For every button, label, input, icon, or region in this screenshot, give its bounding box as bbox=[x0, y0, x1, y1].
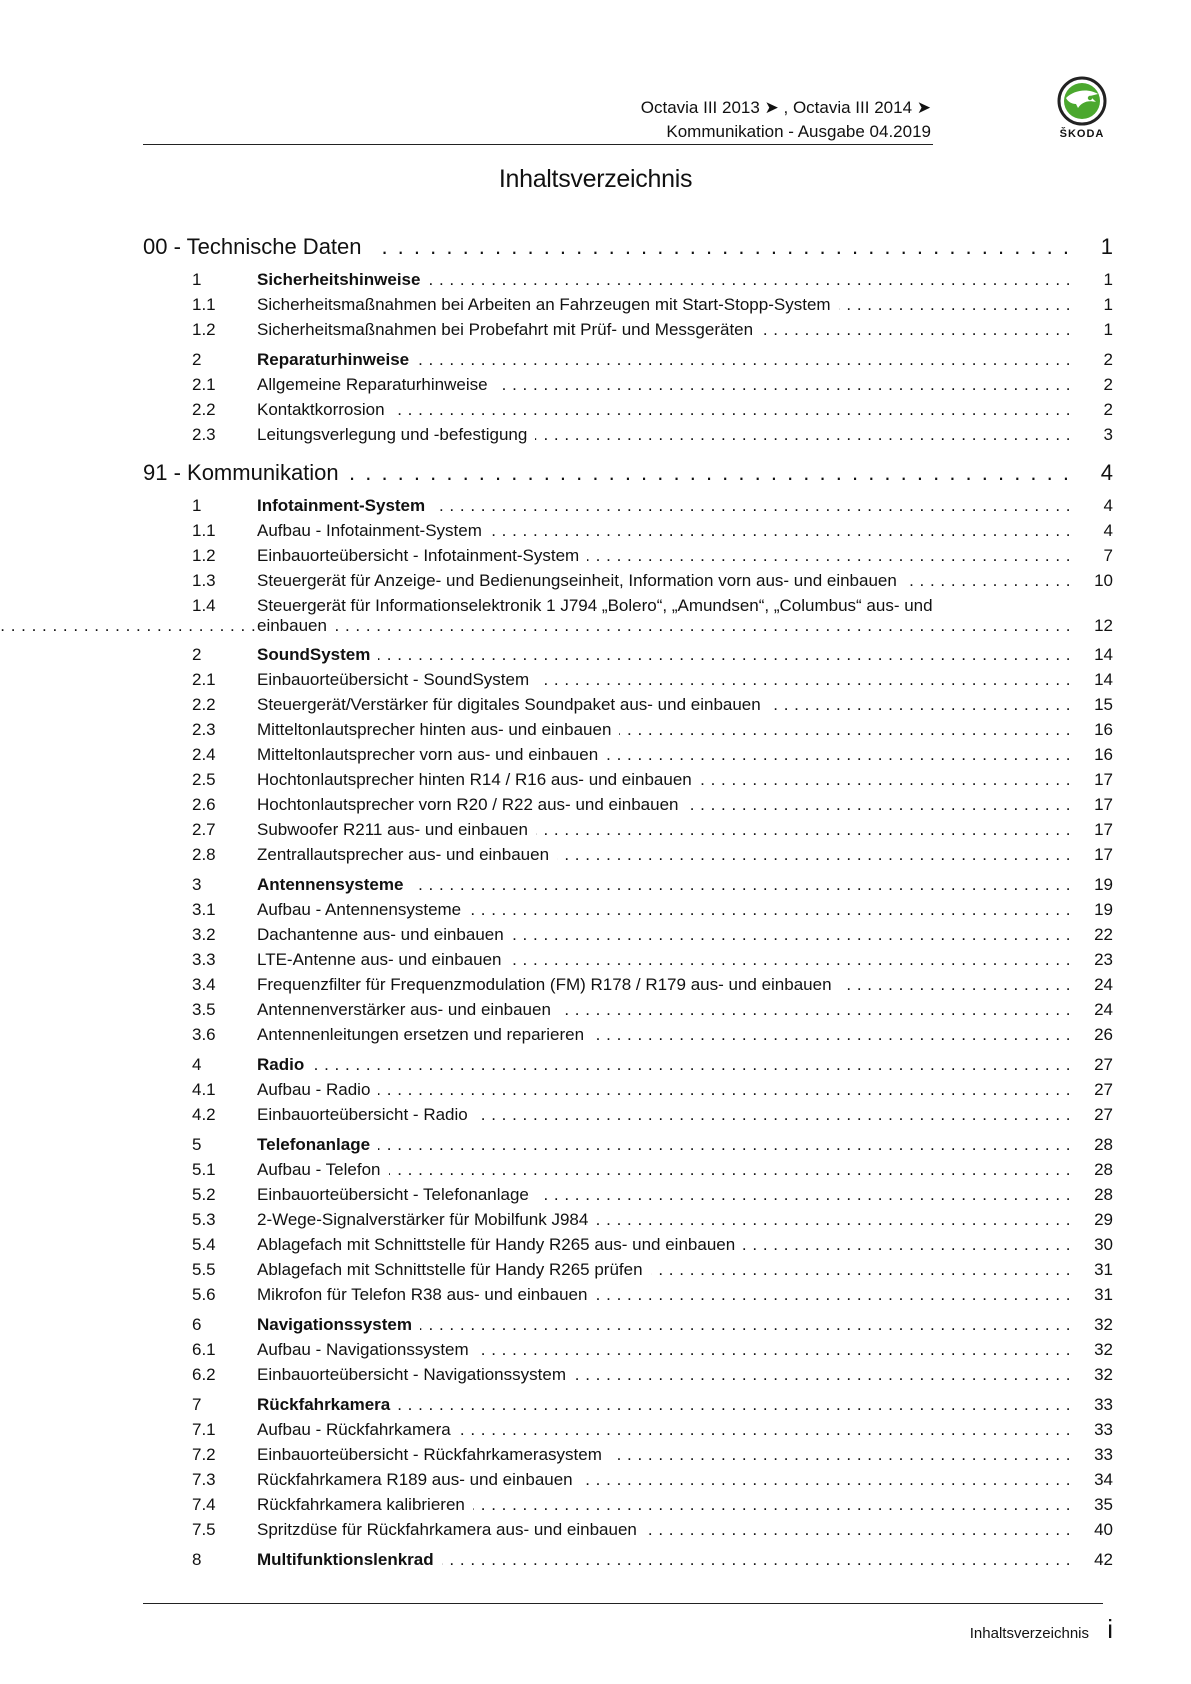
toc-label: Rückfahrkamera bbox=[257, 1395, 398, 1414]
toc-section[interactable] bbox=[143, 1550, 1113, 1575]
toc-label: Reparaturhinweise bbox=[257, 350, 417, 369]
toc-number: 2 bbox=[192, 645, 202, 664]
toc-label: Subwoofer R211 aus- und einbauen bbox=[257, 820, 536, 839]
toc-number: 5.1 bbox=[192, 1160, 216, 1179]
toc-page: 22 bbox=[1094, 925, 1113, 944]
toc-label: Einbauorteübersicht - Infotainment-System bbox=[257, 546, 587, 565]
toc-section[interactable] bbox=[143, 1315, 1113, 1340]
toc-entry[interactable] bbox=[143, 845, 1113, 870]
toc-number: 2.8 bbox=[192, 845, 216, 864]
toc-page: 23 bbox=[1094, 950, 1113, 969]
toc-label: Aufbau - Telefon bbox=[257, 1160, 389, 1179]
toc-number: 5 bbox=[192, 1135, 202, 1154]
toc-number: 2.7 bbox=[192, 820, 216, 839]
toc-number: 2.3 bbox=[192, 425, 216, 444]
toc-page: 1 bbox=[1100, 234, 1113, 259]
toc-chapter[interactable] bbox=[143, 460, 1113, 496]
toc-label: Einbauorteübersicht - Radio bbox=[257, 1105, 476, 1124]
toc-page: 31 bbox=[1094, 1285, 1113, 1304]
skoda-logo bbox=[1052, 76, 1112, 144]
toc-number: 3.3 bbox=[192, 950, 216, 969]
toc-label: Steuergerät für Informationselektronik 1 J794 „Bolero“, „Amundsen“, „Columbus“ aus- und bbox=[257, 596, 933, 615]
toc-page: 14 bbox=[1094, 645, 1113, 664]
toc-label: Einbauorteübersicht - Telefonanlage bbox=[257, 1185, 537, 1204]
brand-name: ŠKODA bbox=[1059, 128, 1105, 140]
toc-label: Mikrofon für Telefon R38 aus- und einbauen bbox=[257, 1285, 595, 1304]
toc-entry[interactable] bbox=[143, 745, 1113, 770]
toc-entry[interactable] bbox=[143, 425, 1113, 450]
toc-number: 6 bbox=[192, 1315, 202, 1334]
header-models: Octavia III 2013 ➤ , Octavia III 2014 ➤ bbox=[640, 98, 931, 117]
toc-number: 3.6 bbox=[192, 1025, 216, 1044]
toc-page: 30 bbox=[1094, 1235, 1113, 1254]
toc-number: 5.4 bbox=[192, 1235, 216, 1254]
toc-label-continued: einbauen bbox=[257, 616, 333, 636]
toc-number: 3.5 bbox=[192, 1000, 216, 1019]
toc-number: 2.6 bbox=[192, 795, 216, 814]
toc-page: 2 bbox=[1103, 350, 1113, 369]
toc-page: 26 bbox=[1094, 1025, 1113, 1044]
toc-page: 19 bbox=[1094, 875, 1113, 894]
toc-label: Hochtonlautsprecher hinten R14 / R16 aus- und einbauen bbox=[257, 770, 700, 789]
toc-number: 4 bbox=[192, 1055, 202, 1074]
toc-label: 00 - Technische Daten bbox=[143, 234, 370, 259]
toc-entry[interactable] bbox=[143, 770, 1113, 795]
table-of-contents bbox=[143, 234, 1113, 1575]
toc-number: 5.2 bbox=[192, 1185, 216, 1204]
toc-label: Antennenverstärker aus- und einbauen bbox=[257, 1000, 559, 1019]
footer-page-number: i bbox=[1107, 1614, 1113, 1644]
toc-page: 32 bbox=[1094, 1340, 1113, 1359]
toc-entry[interactable] bbox=[143, 1025, 1113, 1050]
page-header bbox=[143, 92, 1033, 144]
toc-page: 17 bbox=[1094, 845, 1113, 864]
toc-page: 4 bbox=[1103, 521, 1113, 540]
toc-number: 7.3 bbox=[192, 1470, 216, 1489]
toc-label: Ablagefach mit Schnittstelle für Handy R265 aus- und einbauen bbox=[257, 1235, 743, 1254]
toc-entry[interactable] bbox=[143, 720, 1113, 745]
toc-page: 34 bbox=[1094, 1470, 1113, 1489]
toc-entry[interactable] bbox=[143, 695, 1113, 720]
toc-number: 4.1 bbox=[192, 1080, 216, 1099]
toc-number: 1.2 bbox=[192, 546, 216, 565]
toc-label: Aufbau - Rückfahrkamera bbox=[257, 1420, 459, 1439]
toc-entry[interactable] bbox=[143, 925, 1113, 950]
toc-page: 29 bbox=[1094, 1210, 1113, 1229]
toc-page: 28 bbox=[1094, 1135, 1113, 1154]
toc-page: 24 bbox=[1094, 975, 1113, 994]
toc-chapter[interactable] bbox=[143, 234, 1113, 270]
toc-page: 35 bbox=[1094, 1495, 1113, 1514]
toc-label: Hochtonlautsprecher vorn R20 / R22 aus- und einbauen bbox=[257, 795, 687, 814]
toc-page: 10 bbox=[1094, 571, 1113, 590]
toc-label: LTE-Antenne aus- und einbauen bbox=[257, 950, 509, 969]
toc-label: Rückfahrkamera R189 aus- und einbauen bbox=[257, 1470, 581, 1489]
toc-number: 2.5 bbox=[192, 770, 216, 789]
toc-number: 1.3 bbox=[192, 571, 216, 590]
toc-page: 42 bbox=[1094, 1550, 1113, 1569]
toc-label: Multifunktionslenkrad bbox=[257, 1550, 442, 1569]
toc-entry[interactable] bbox=[143, 571, 1113, 596]
toc-entry[interactable] bbox=[143, 1185, 1113, 1210]
toc-number: 3 bbox=[192, 875, 202, 894]
toc-number: 5.6 bbox=[192, 1285, 216, 1304]
toc-page: 4 bbox=[1103, 496, 1113, 515]
toc-page: 27 bbox=[1094, 1055, 1113, 1074]
toc-section[interactable] bbox=[143, 496, 1113, 521]
toc-label: Navigationssystem bbox=[257, 1315, 420, 1334]
toc-page: 7 bbox=[1103, 546, 1113, 565]
toc-label: Rückfahrkamera kalibrieren bbox=[257, 1495, 473, 1514]
toc-section[interactable] bbox=[143, 645, 1113, 670]
toc-number: 7.4 bbox=[192, 1495, 216, 1514]
toc-entry[interactable] bbox=[143, 1210, 1113, 1235]
toc-label: Einbauorteübersicht - Navigationssystem bbox=[257, 1365, 574, 1384]
toc-page: 33 bbox=[1094, 1445, 1113, 1464]
toc-number: 8 bbox=[192, 1550, 202, 1569]
toc-section[interactable] bbox=[143, 1055, 1113, 1080]
toc-entry[interactable] bbox=[143, 375, 1113, 400]
toc-entry[interactable] bbox=[143, 1000, 1113, 1025]
toc-label: Zentrallautsprecher aus- und einbauen bbox=[257, 845, 557, 864]
toc-section[interactable] bbox=[143, 1395, 1113, 1420]
toc-number: 1.1 bbox=[192, 521, 216, 540]
footer-rule bbox=[143, 1603, 1103, 1604]
toc-number: 5.3 bbox=[192, 1210, 216, 1229]
toc-page: 3 bbox=[1103, 425, 1113, 444]
toc-entry[interactable] bbox=[143, 900, 1113, 925]
footer-label: Inhaltsverzeichnis bbox=[969, 1625, 1089, 1642]
toc-number: 1.4 bbox=[192, 596, 216, 615]
toc-label: Steuergerät für Anzeige- und Bedienungseinheit, Information vorn aus- und einbauen bbox=[257, 571, 905, 590]
toc-number: 5.5 bbox=[192, 1260, 216, 1279]
toc-number: 6.1 bbox=[192, 1340, 216, 1359]
toc-page: 32 bbox=[1094, 1365, 1113, 1384]
toc-section[interactable] bbox=[143, 270, 1113, 295]
toc-page: 33 bbox=[1094, 1420, 1113, 1439]
toc-label: Leitungsverlegung und -befestigung bbox=[257, 425, 535, 444]
toc-entry[interactable] bbox=[143, 1105, 1113, 1130]
toc-page: 19 bbox=[1094, 900, 1113, 919]
toc-page: 17 bbox=[1094, 770, 1113, 789]
toc-label: Einbauorteübersicht - Rückfahrkamerasystem bbox=[257, 1445, 610, 1464]
toc-label: Frequenzfilter für Frequenzmodulation (FM) R178 / R179 aus- und einbauen bbox=[257, 975, 840, 994]
toc-label: Sicherheitsmaßnahmen bei Probefahrt mit Prüf- und Messgeräten bbox=[257, 320, 761, 339]
toc-label: Allgemeine Reparaturhinweise bbox=[257, 375, 496, 394]
toc-page: 31 bbox=[1094, 1260, 1113, 1279]
toc-page: 40 bbox=[1094, 1520, 1113, 1539]
toc-label: Aufbau - Infotainment-System bbox=[257, 521, 490, 540]
toc-page: 2 bbox=[1103, 375, 1113, 394]
toc-page: 17 bbox=[1094, 795, 1113, 814]
toc-label: Dachantenne aus- und einbauen bbox=[257, 925, 512, 944]
toc-page: 28 bbox=[1094, 1185, 1113, 1204]
toc-entry[interactable] bbox=[143, 1285, 1113, 1310]
toc-label: Sicherheitsmaßnahmen bei Arbeiten an Fahrzeugen mit Start-Stopp-System bbox=[257, 295, 839, 314]
toc-number: 3.2 bbox=[192, 925, 216, 944]
toc-number: 7.1 bbox=[192, 1420, 216, 1439]
toc-label: Antennenleitungen ersetzen und reparieren bbox=[257, 1025, 592, 1044]
toc-entry[interactable] bbox=[143, 795, 1113, 820]
toc-entry[interactable] bbox=[143, 295, 1113, 320]
toc-section[interactable] bbox=[143, 875, 1113, 900]
toc-number: 3.4 bbox=[192, 975, 216, 994]
toc-section[interactable] bbox=[143, 1135, 1113, 1160]
toc-entry[interactable] bbox=[143, 1260, 1113, 1285]
toc-entry[interactable] bbox=[143, 1495, 1113, 1520]
toc-entry[interactable] bbox=[143, 1520, 1113, 1545]
skoda-winged-arrow-logo-icon bbox=[1052, 76, 1112, 126]
toc-label: Ablagefach mit Schnittstelle für Handy R265 prüfen bbox=[257, 1260, 651, 1279]
toc-label: Steuergerät/Verstärker für digitales Soundpaket aus- und einbauen bbox=[257, 695, 769, 714]
toc-number: 2 bbox=[192, 350, 202, 369]
toc-page: 27 bbox=[1094, 1080, 1113, 1099]
toc-number: 2.4 bbox=[192, 745, 216, 764]
toc-label: Infotainment-System bbox=[257, 496, 433, 515]
toc-number: 7.5 bbox=[192, 1520, 216, 1539]
toc-entry[interactable] bbox=[143, 1235, 1113, 1260]
toc-label: Aufbau - Antennensysteme bbox=[257, 900, 469, 919]
toc-entry[interactable] bbox=[143, 400, 1113, 425]
toc-entry[interactable] bbox=[143, 950, 1113, 975]
toc-number: 2.2 bbox=[192, 695, 216, 714]
toc-label: Einbauorteübersicht - SoundSystem bbox=[257, 670, 537, 689]
toc-entry[interactable] bbox=[143, 1470, 1113, 1495]
toc-number: 1.2 bbox=[192, 320, 216, 339]
toc-label: Spritzdüse für Rückfahrkamera aus- und einbauen bbox=[257, 1520, 645, 1539]
toc-page: 16 bbox=[1094, 745, 1113, 764]
toc-label: Mitteltonlautsprecher vorn aus- und einbauen bbox=[257, 745, 606, 764]
toc-entry[interactable] bbox=[143, 546, 1113, 571]
toc-page: 2 bbox=[1103, 400, 1113, 419]
toc-page: 33 bbox=[1094, 1395, 1113, 1414]
toc-entry[interactable] bbox=[143, 1340, 1113, 1365]
toc-label: Kontaktkorrosion bbox=[257, 400, 393, 419]
toc-entry[interactable] bbox=[143, 1080, 1113, 1105]
toc-entry[interactable] bbox=[143, 1445, 1113, 1470]
page-title: Inhaltsverzeichnis bbox=[498, 165, 693, 193]
toc-number: 1 bbox=[192, 496, 202, 515]
toc-page: 4 bbox=[1100, 460, 1113, 485]
toc-label: Radio bbox=[257, 1055, 312, 1074]
toc-number: 2.1 bbox=[192, 375, 216, 394]
toc-label: Telefonanlage bbox=[257, 1135, 378, 1154]
toc-entry[interactable] bbox=[143, 670, 1113, 695]
header-edition: Kommunikation - Ausgabe 04.2019 bbox=[666, 122, 931, 141]
toc-entry[interactable] bbox=[143, 596, 1113, 640]
toc-number: 3.1 bbox=[192, 900, 216, 919]
toc-page: 1 bbox=[1103, 320, 1113, 339]
toc-number: 4.2 bbox=[192, 1105, 216, 1124]
toc-number: 2.3 bbox=[192, 720, 216, 739]
toc-page: 17 bbox=[1094, 820, 1113, 839]
toc-label: 91 - Kommunikation bbox=[143, 460, 347, 485]
toc-page: 24 bbox=[1094, 1000, 1113, 1019]
toc-label: Mitteltonlautsprecher hinten aus- und einbauen bbox=[257, 720, 619, 739]
toc-page: 32 bbox=[1094, 1315, 1113, 1334]
toc-number: 7.2 bbox=[192, 1445, 216, 1464]
toc-number: 6.2 bbox=[192, 1365, 216, 1384]
header-rule bbox=[143, 144, 933, 145]
toc-page: 16 bbox=[1094, 720, 1113, 739]
toc-number: 7 bbox=[192, 1395, 202, 1414]
toc-page: 28 bbox=[1094, 1160, 1113, 1179]
toc-page: 12 bbox=[1094, 616, 1113, 635]
toc-page: 14 bbox=[1094, 670, 1113, 689]
toc-entry[interactable] bbox=[143, 1420, 1113, 1445]
toc-label: 2-Wege-Signalverstärker für Mobilfunk J984 bbox=[257, 1210, 596, 1229]
toc-label: Sicherheitshinweise bbox=[257, 270, 428, 289]
toc-entry[interactable] bbox=[143, 521, 1113, 546]
toc-page: 1 bbox=[1103, 270, 1113, 289]
toc-label: SoundSystem bbox=[257, 645, 378, 664]
toc-number: 1 bbox=[192, 270, 202, 289]
toc-page: 15 bbox=[1094, 695, 1113, 714]
toc-entry[interactable] bbox=[143, 975, 1113, 1000]
toc-section[interactable] bbox=[143, 350, 1113, 375]
toc-number: 2.2 bbox=[192, 400, 216, 419]
toc-label: Antennensysteme bbox=[257, 875, 411, 894]
toc-entry[interactable] bbox=[143, 1160, 1113, 1185]
toc-page: 27 bbox=[1094, 1105, 1113, 1124]
toc-entry[interactable] bbox=[143, 820, 1113, 845]
toc-entry[interactable] bbox=[143, 320, 1113, 345]
toc-number: 2.1 bbox=[192, 670, 216, 689]
toc-label: Aufbau - Navigationssystem bbox=[257, 1340, 477, 1359]
toc-page: 1 bbox=[1103, 295, 1113, 314]
toc-number: 1.1 bbox=[192, 295, 216, 314]
toc-entry[interactable] bbox=[143, 1365, 1113, 1390]
toc-label: Aufbau - Radio bbox=[257, 1080, 378, 1099]
